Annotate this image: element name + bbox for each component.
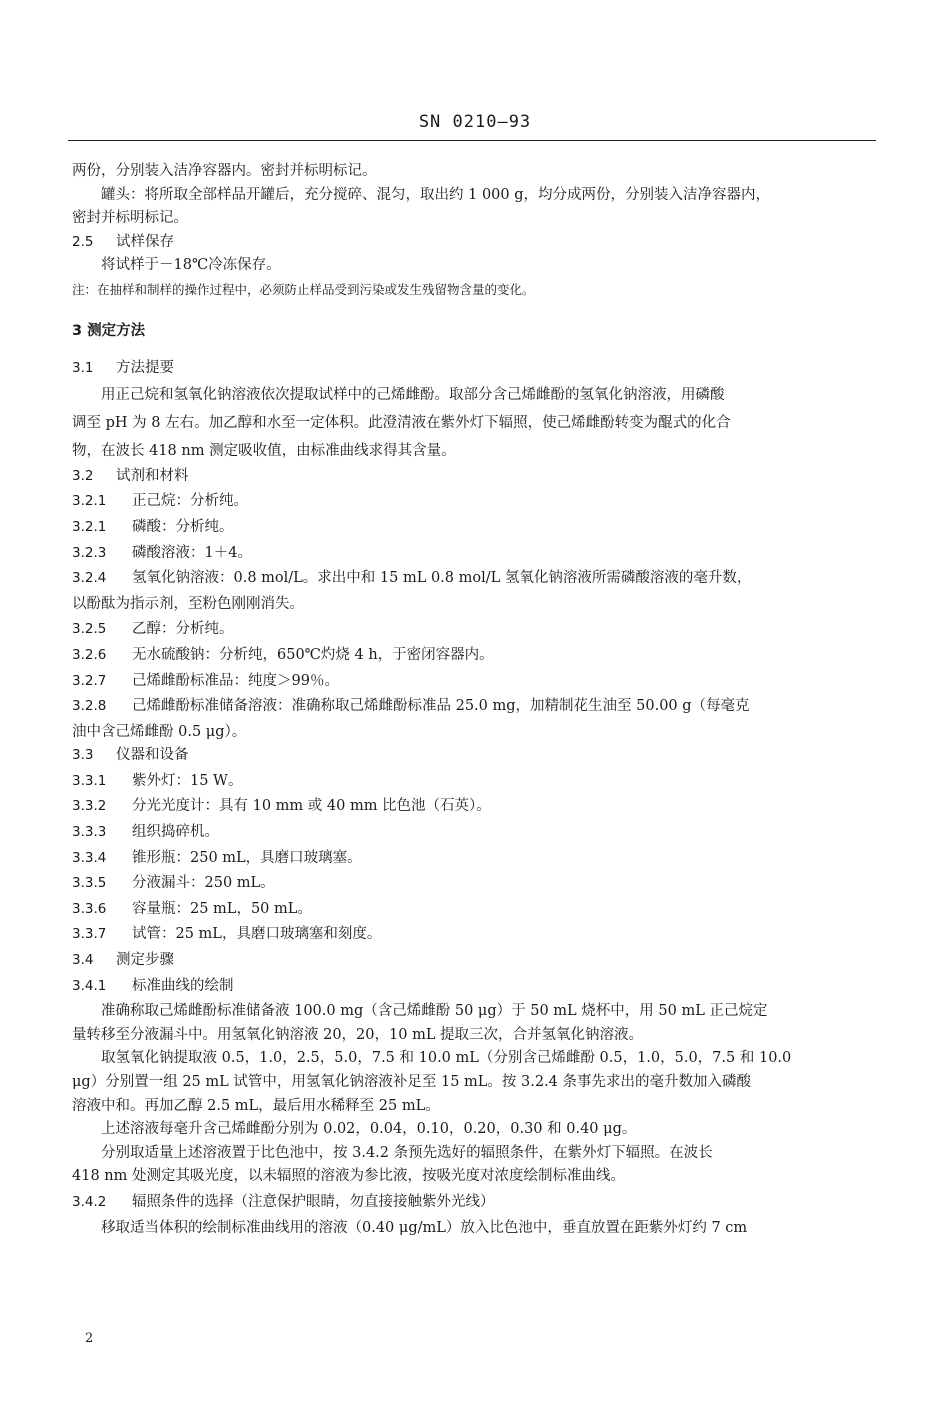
clause-text: 磷酸溶液：1＋4。 bbox=[132, 544, 252, 561]
clause-number: 3.3.2 bbox=[72, 798, 107, 815]
clause-text: 无水硫酸钠：分析纯，650℃灼烧 4 h，于密闭容器内。 bbox=[132, 646, 494, 663]
clause-text: 氢氧化钠溶液：0.8 mol/L。求出中和 15 mL 0.8 mol/L 氢氧化钠溶液所需磷酸溶液的毫升数， bbox=[132, 570, 752, 587]
section-title: 测定步骤 bbox=[116, 952, 174, 969]
clause-text: 容量瓶：25 mL，50 mL。 bbox=[132, 900, 312, 917]
clause-number: 3.3.3 bbox=[72, 824, 107, 841]
text-line: μg）分别置一组 25 mL 试管中，用氢氧化钠溶液补足至 15 mL。按 3.2.4 条事先求出的毫升数加入磷酸 bbox=[72, 1074, 752, 1090]
clause-number: 3.3.5 bbox=[72, 875, 107, 892]
section-number: 3.4 bbox=[72, 952, 94, 969]
text-line: 物，在波长 418 nm 测定吸收值，由标准曲线求得其含量。 bbox=[72, 442, 456, 459]
clause-title: 辐照条件的选择（注意保护眼睛，勿直接接触紫外光线） bbox=[132, 1193, 495, 1210]
text-line: 用正己烷和氢氧化钠溶液依次提取试样中的己烯雌酚。取部分含己烯雌酚的氢氧化钠溶液，用磷酸 bbox=[101, 386, 725, 403]
section-number: 2.5 bbox=[72, 233, 94, 250]
text-line: 溶液中和。再加乙醇 2.5 mL，最后用水稀释至 25 mL。 bbox=[72, 1097, 440, 1114]
clause-number: 3.3.4 bbox=[72, 849, 107, 866]
text-line: 以酚酞为指示剂，至粉色刚刚消失。 bbox=[72, 595, 304, 612]
text-line: 量转移至分液漏斗中。用氢氧化钠溶液 20，20，10 mL 提取三次，合并氢氧化钠溶液。 bbox=[72, 1026, 644, 1043]
clause-text: 正己烷：分析纯。 bbox=[132, 493, 248, 510]
clause-text: 己烯雌酚标准品：纯度＞99％。 bbox=[132, 672, 339, 689]
document-body bbox=[72, 160, 872, 1240]
standard-code-header: SN 0210—93 bbox=[418, 112, 532, 132]
clause-number: 3.2.1 bbox=[72, 518, 107, 535]
clause-number: 3.3.6 bbox=[72, 900, 107, 917]
clause-number: 3.2.4 bbox=[72, 570, 107, 587]
clause-text: 磷酸：分析纯。 bbox=[132, 518, 234, 535]
section-heading: 3 测定方法 bbox=[72, 322, 146, 339]
note-text: 注：在抽样和制样的操作过程中，必须防止样品受到污染或发生残留物含量的变化。 bbox=[72, 281, 535, 297]
clause-number: 3.4.1 bbox=[72, 977, 107, 994]
clause-text: 分光光度计：具有 10 mm 或 40 mm 比色池（石英）。 bbox=[132, 798, 491, 815]
clause-title: 标准曲线的绘制 bbox=[132, 977, 234, 994]
text-line: 将试样于－18℃冷冻保存。 bbox=[101, 257, 281, 274]
section-number: 3.3 bbox=[72, 747, 94, 764]
text-line: 密封并标明标记。 bbox=[72, 210, 188, 227]
section-title: 仪器和设备 bbox=[116, 747, 189, 764]
clause-text: 己烯雌酚标准储备溶液：准确称取己烯雌酚标准品 25.0 mg，加精制花生油至 50.00 g（每毫克 bbox=[132, 698, 750, 715]
text-line: 上述溶液每毫升含己烯雌酚分别为 0.02，0.04，0.10，0.20，0.30 和 0.40 μg。 bbox=[101, 1121, 637, 1138]
clause-number: 3.4.2 bbox=[72, 1193, 107, 1210]
clause-number: 3.2.8 bbox=[72, 698, 107, 715]
text-line: 移取适当体积的绘制标准曲线用的溶液（0.40 μg/mL）放入比色池中，垂直放置在距紫外灯约 7 cm bbox=[101, 1219, 748, 1236]
section-number: 3.1 bbox=[72, 360, 94, 377]
clause-number: 3.2.3 bbox=[72, 544, 107, 561]
text-line: 调至 pH 为 8 左右。加乙醇和水至一定体积。此澄清液在紫外灯下辐照，使己烯雌酚转变为醌式的化合 bbox=[72, 414, 731, 431]
text-line: 取氢氧化钠提取液 0.5，1.0，2.5，5.0，7.5 和 10.0 mL（分别含己烯雌酚 0.5，1.0，5.0，7.5 和 10.0 bbox=[101, 1050, 792, 1067]
clause-text: 组织捣碎机。 bbox=[132, 824, 219, 841]
section-title: 方法提要 bbox=[116, 360, 174, 377]
clause-number: 3.3.7 bbox=[72, 926, 107, 943]
text-line: 油中含己烯雌酚 0.5 μg）。 bbox=[72, 723, 247, 740]
text-line: 准确称取己烯雌酚标准储备液 100.0 mg（含己烯雌酚 50 μg）于 50 mL 烧杯中，用 50 mL 正己烷定 bbox=[101, 1003, 768, 1020]
header-rule bbox=[68, 140, 876, 141]
clause-number: 3.2.7 bbox=[72, 672, 107, 689]
clause-text: 锥形瓶：250 mL，具磨口玻璃塞。 bbox=[132, 849, 362, 866]
text-line: 两份，分别装入洁净容器内。密封并标明标记。 bbox=[72, 163, 377, 179]
clause-number: 3.2.1 bbox=[72, 493, 107, 510]
text-line: 418 nm 处测定其吸光度，以未辐照的溶液为参比液，按吸光度对浓度绘制标准曲线。 bbox=[72, 1168, 625, 1185]
page-number: 2 bbox=[85, 1331, 94, 1346]
section-title: 试样保存 bbox=[116, 233, 174, 250]
clause-text: 乙醇：分析纯。 bbox=[132, 621, 234, 638]
section-title: 试剂和材料 bbox=[116, 467, 189, 484]
clause-text: 紫外灯：15 W。 bbox=[132, 772, 243, 789]
clause-number: 3.3.1 bbox=[72, 772, 107, 789]
clause-number: 3.2.6 bbox=[72, 646, 107, 663]
clause-text: 分液漏斗：250 mL。 bbox=[132, 875, 275, 892]
clause-number: 3.2.5 bbox=[72, 621, 107, 638]
text-line: 罐头：将所取全部样品开罐后，充分搅碎、混匀，取出约 1 000 g，均分成两份，分别装入洁净容器内， bbox=[101, 186, 771, 203]
text-line: 分别取适量上述溶液置于比色池中，按 3.4.2 条预先选好的辐照条件，在紫外灯下辐照。在波长 bbox=[101, 1144, 713, 1161]
section-number: 3.2 bbox=[72, 467, 94, 484]
clause-text: 试管：25 mL，具磨口玻璃塞和刻度。 bbox=[132, 926, 382, 943]
